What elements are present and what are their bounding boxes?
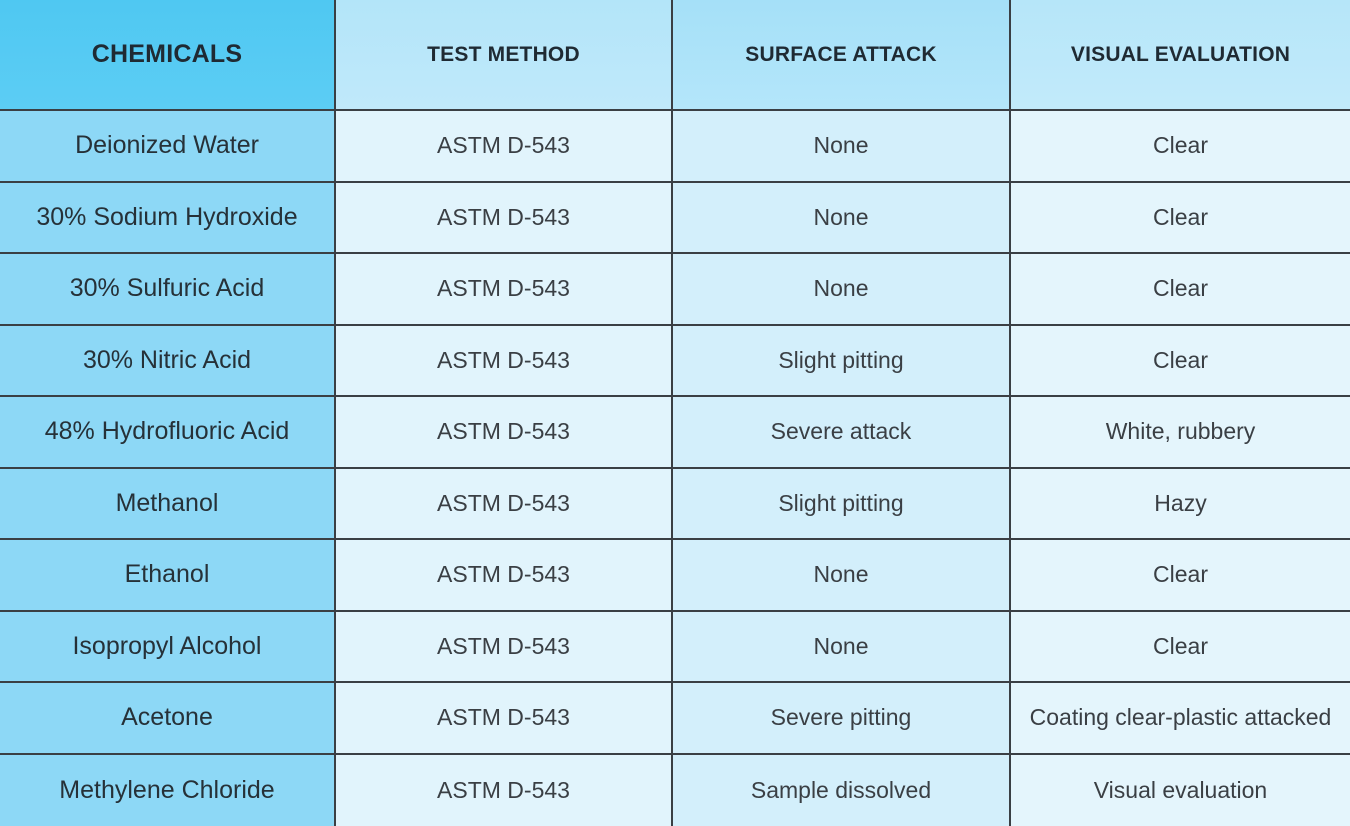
cell-chemical: Methylene Chloride bbox=[0, 755, 336, 826]
cell-surface-attack: Severe pitting bbox=[673, 683, 1011, 755]
cell-chemical: 30% Sodium Hydroxide bbox=[0, 183, 336, 255]
cell-visual-evaluation: Clear bbox=[1011, 326, 1350, 398]
cell-visual-evaluation: Clear bbox=[1011, 254, 1350, 326]
cell-visual-evaluation: Clear bbox=[1011, 540, 1350, 612]
cell-chemical: Methanol bbox=[0, 469, 336, 541]
cell-test-method: ASTM D-543 bbox=[336, 326, 673, 398]
cell-test-method: ASTM D-543 bbox=[336, 612, 673, 684]
cell-surface-attack: None bbox=[673, 612, 1011, 684]
cell-surface-attack: None bbox=[673, 254, 1011, 326]
cell-visual-evaluation: Clear bbox=[1011, 183, 1350, 255]
cell-surface-attack: Slight pitting bbox=[673, 469, 1011, 541]
cell-test-method: ASTM D-543 bbox=[336, 469, 673, 541]
header-visual-evaluation: VISUAL EVALUATION bbox=[1011, 0, 1350, 111]
cell-test-method: ASTM D-543 bbox=[336, 683, 673, 755]
header-test-method: TEST METHOD bbox=[336, 0, 673, 111]
cell-chemical: 48% Hydrofluoric Acid bbox=[0, 397, 336, 469]
cell-test-method: ASTM D-543 bbox=[336, 254, 673, 326]
cell-chemical: Isopropyl Alcohol bbox=[0, 612, 336, 684]
header-surface-attack: SURFACE ATTACK bbox=[673, 0, 1011, 111]
cell-visual-evaluation: Hazy bbox=[1011, 469, 1350, 541]
cell-test-method: ASTM D-543 bbox=[336, 111, 673, 183]
cell-test-method: ASTM D-543 bbox=[336, 397, 673, 469]
cell-visual-evaluation: White, rubbery bbox=[1011, 397, 1350, 469]
cell-test-method: ASTM D-543 bbox=[336, 540, 673, 612]
cell-surface-attack: Severe attack bbox=[673, 397, 1011, 469]
cell-surface-attack: Sample dissolved bbox=[673, 755, 1011, 826]
cell-surface-attack: None bbox=[673, 540, 1011, 612]
cell-surface-attack: Slight pitting bbox=[673, 326, 1011, 398]
cell-visual-evaluation: Coating clear-plastic attacked bbox=[1011, 683, 1350, 755]
cell-chemical: 30% Sulfuric Acid bbox=[0, 254, 336, 326]
header-chemicals: CHEMICALS bbox=[0, 0, 336, 111]
cell-chemical: Ethanol bbox=[0, 540, 336, 612]
cell-test-method: ASTM D-543 bbox=[336, 183, 673, 255]
cell-surface-attack: None bbox=[673, 183, 1011, 255]
cell-visual-evaluation: Clear bbox=[1011, 111, 1350, 183]
cell-chemical: 30% Nitric Acid bbox=[0, 326, 336, 398]
cell-visual-evaluation: Clear bbox=[1011, 612, 1350, 684]
cell-chemical: Acetone bbox=[0, 683, 336, 755]
cell-visual-evaluation: Visual evaluation bbox=[1011, 755, 1350, 826]
cell-surface-attack: None bbox=[673, 111, 1011, 183]
cell-test-method: ASTM D-543 bbox=[336, 755, 673, 826]
cell-chemical: Deionized Water bbox=[0, 111, 336, 183]
